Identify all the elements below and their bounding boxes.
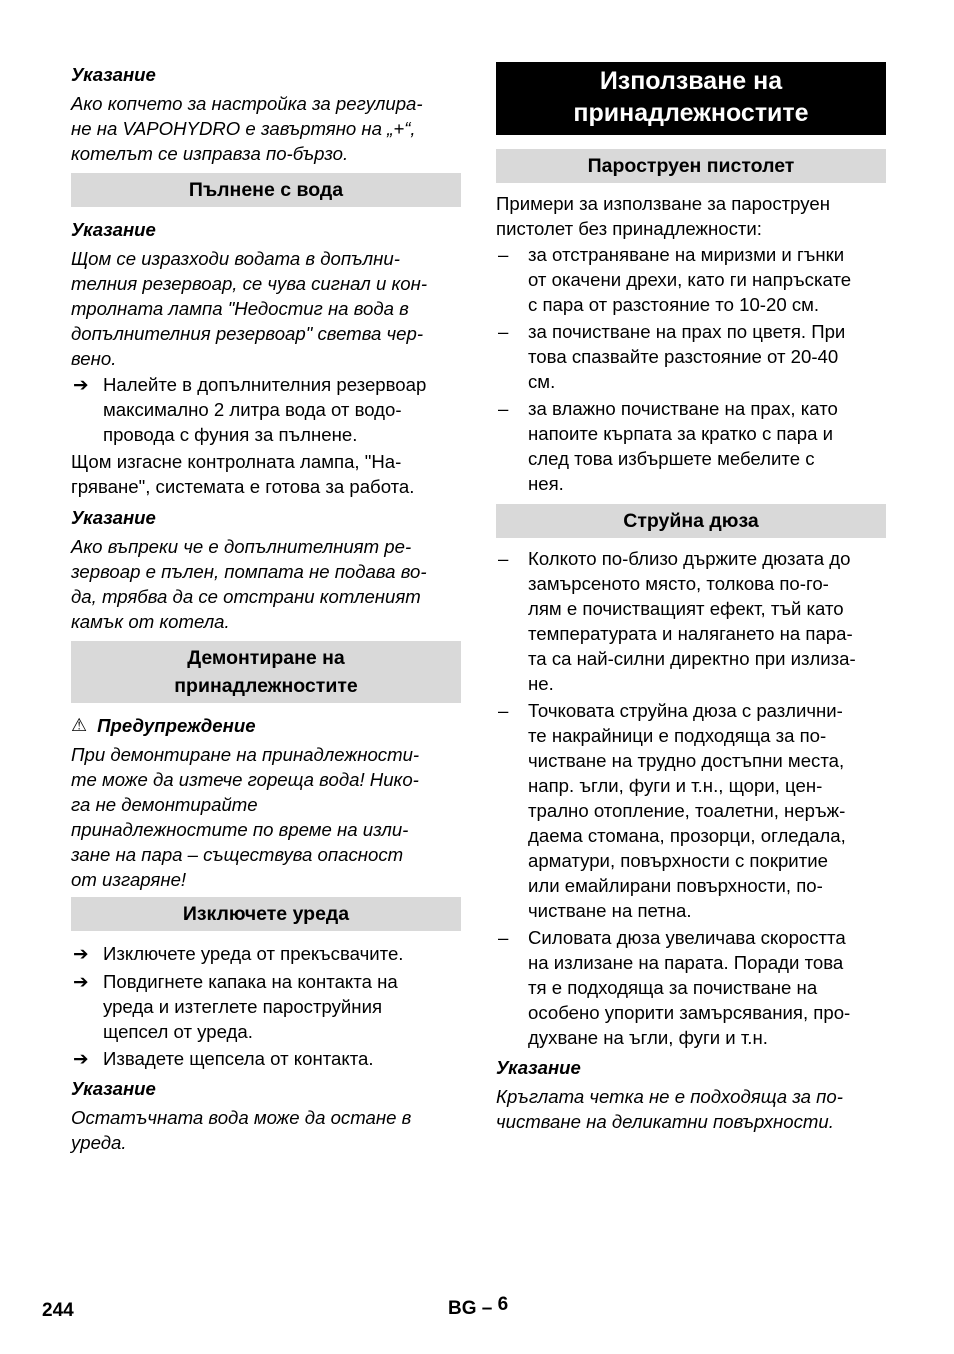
note-title: Указание: [71, 507, 156, 528]
left-column: [71, 62, 461, 1155]
nozzle-item: [496, 925, 886, 1050]
item-line: за почистване на прах по цветя. При: [528, 321, 846, 342]
heading-jet-nozzle: Струйна дюза: [496, 504, 886, 538]
item-line: за отстраняване на миризми и гънки: [528, 244, 845, 265]
note-line: Ако въпреки че е допълнителният ре-: [71, 536, 412, 557]
warning-line: га не демонтирайте: [71, 794, 258, 815]
warning-line: принадлежностите по време на изли-: [71, 819, 409, 840]
item-line: трално отопление, тоалетни, неръж-: [528, 800, 846, 821]
heading-line: принадлежностите: [573, 99, 809, 127]
item-line: температурата и налягането на пара-: [528, 623, 853, 644]
item-line: Колкото по-близо държите дюзата до: [528, 548, 851, 569]
note-line: вено.: [71, 348, 117, 369]
note-line: уреда.: [71, 1132, 127, 1153]
gun-use-item: [496, 242, 886, 317]
step-line: Налейте в допълнителния резервоар: [103, 374, 427, 395]
off-step: [71, 941, 461, 966]
step-line: щепсел от уреда.: [103, 1021, 253, 1042]
step-line: Извадете щепсела от контакта.: [103, 1048, 374, 1069]
text-line: пистолет без принадлежности:: [496, 218, 762, 239]
item-line: замърсеното място, толкова по-го-: [528, 573, 829, 594]
step-line: Изключете уреда от прекъсвачите.: [103, 943, 404, 964]
dash-bullet: –: [498, 927, 509, 948]
note-residual-water: [71, 1076, 461, 1155]
dash-bullet: –: [498, 321, 509, 342]
dash-bullet: –: [498, 398, 509, 419]
arrow-icon: ➔: [73, 374, 89, 395]
gun-use-item: [496, 396, 886, 496]
warning-title: [71, 713, 461, 738]
off-step: [71, 969, 461, 1044]
item-line: особено упорити замърсявания, про-: [528, 1002, 851, 1023]
item-line: тя е подходяща за почистване на: [528, 977, 818, 998]
dash-bullet: –: [498, 700, 509, 721]
heading-switch-off: Изключете уреда: [71, 897, 461, 931]
item-line: чистване на петна.: [528, 900, 692, 921]
note-line: камък от котела.: [71, 611, 230, 632]
note-line: тролната лампа "Недостиг на вода в: [71, 298, 409, 319]
item-line: с пара от разстояние то 10-20 см.: [528, 294, 820, 315]
note-line: Щом се изразходи водата в допълни-: [71, 248, 400, 269]
item-line: см.: [528, 371, 556, 392]
note-line: котелът се изправза по-бързо.: [71, 143, 349, 164]
heading-steam-gun: Пароструен пистолет: [496, 149, 886, 183]
item-line: те накрайници е подходяща за по-: [528, 725, 827, 746]
fill-step: [71, 372, 461, 447]
heading-remove-accessories: [71, 641, 461, 703]
arrow-icon: ➔: [73, 1048, 89, 1069]
item-line: духване на ъгли, фуги и т.н.: [528, 1027, 768, 1048]
heading-fill-water: Пълнене с вода: [71, 173, 461, 207]
text-line: Щом изгасне контролната лампа, "На-: [71, 451, 402, 472]
note-title: Указание: [71, 219, 156, 240]
item-line: това спазвайте разстояние от 20-40: [528, 346, 839, 367]
note-line: телния резервоар, се чува сигнал и кон-: [71, 273, 428, 294]
warning-line: те може да изтече гореща вода! Нико-: [71, 769, 419, 790]
note-title: Указание: [71, 1078, 156, 1099]
note-round-brush: [496, 1055, 886, 1134]
step-line: уреда и изтеглете пароструйния: [103, 996, 383, 1017]
note-line: Остатъчната вода може да остане в: [71, 1107, 412, 1128]
step-line: максимално 2 литра вода от водо-: [103, 399, 402, 420]
item-line: не.: [528, 673, 554, 694]
note-vapohydro: [71, 62, 461, 166]
item-line: или емайлирани повърхности, по-: [528, 875, 823, 896]
note-line: Ако копчето за настройка за регулира-: [71, 93, 423, 114]
page-label: [448, 1296, 508, 1321]
note-tank-empty: [71, 217, 461, 371]
item-line: на излизане на парата. Поради това: [528, 952, 844, 973]
dash-bullet: –: [498, 548, 509, 569]
gun-intro: [496, 191, 886, 241]
note-descale: [71, 505, 461, 634]
arrow-icon: ➔: [73, 943, 89, 964]
heading-line: Използване на: [599, 67, 783, 95]
item-line: напр. ъгли, фуги и т.н., щори, цен-: [528, 775, 823, 796]
item-line: арматури, повърхности с покритие: [528, 850, 828, 871]
nozzle-item: [496, 546, 886, 696]
warning-line: При демонтиране на принадлежности-: [71, 744, 420, 765]
language-code: BG –: [448, 1298, 493, 1319]
item-line: след това избършете мебелите с: [528, 448, 815, 469]
nozzle-item: [496, 698, 886, 923]
text-line: гряване", системата е готова за работа.: [71, 476, 415, 497]
item-line: нея.: [528, 473, 564, 494]
item-line: Точковата струйна дюза с различни-: [528, 700, 843, 721]
heading-line: Демонтиране на: [187, 647, 345, 669]
item-line: та са най-силни директно при излиза-: [528, 648, 856, 669]
item-line: от окачени дрехи, като ги напръскате: [528, 269, 852, 290]
item-line: лям е почистващият ефект, тъй като: [528, 598, 844, 619]
sub-page-number: 6: [497, 1294, 509, 1315]
note-line: зервоар е пълен, помпата не подава во-: [71, 561, 427, 582]
fill-ready-text: [71, 449, 461, 499]
text-line: Примери за използване за пароструен: [496, 193, 830, 214]
right-column: [496, 62, 886, 1134]
item-line: чистване на трудно достъпни места,: [528, 750, 845, 771]
note-line: Кръглата четка не е подходяща за по-: [496, 1086, 843, 1107]
item-line: даема стомана, прозорци, огледала,: [528, 825, 846, 846]
warning-triangle-icon: ⚠: [71, 715, 88, 735]
item-line: за влажно почистване на прах, като: [528, 398, 838, 419]
dash-bullet: –: [498, 244, 509, 265]
warning-line: зане на пара – съществува опасност: [71, 844, 404, 865]
item-line: напоите кърпата за кратко с пара и: [528, 423, 834, 444]
gun-use-item: [496, 319, 886, 394]
heading-line: принадлежностите: [174, 675, 358, 697]
note-line: чистване на деликатни повърхности.: [496, 1111, 834, 1132]
note-line: да, трябва да се отстрани котленият: [71, 586, 421, 607]
step-line: Повдигнете капака на контакта на: [103, 971, 398, 992]
note-title: Указание: [71, 64, 156, 85]
off-step: [71, 1046, 461, 1071]
main-heading-using-accessories: [496, 62, 886, 135]
arrow-icon: ➔: [73, 971, 89, 992]
step-line: провода с фуния за пълнене.: [103, 424, 358, 445]
warning-line: от изгаряне!: [71, 869, 187, 890]
warning-block: [71, 713, 461, 892]
warning-title-text: Предупреждение: [97, 715, 256, 736]
note-line: допълнителния резервоар" светва чер-: [71, 323, 424, 344]
item-line: Силовата дюза увеличава скоростта: [528, 927, 846, 948]
note-title: Указание: [496, 1057, 581, 1078]
note-line: не на VAPOHYDRO е завъртяно на „+“,: [71, 118, 416, 139]
page-number: 244: [42, 1300, 74, 1321]
